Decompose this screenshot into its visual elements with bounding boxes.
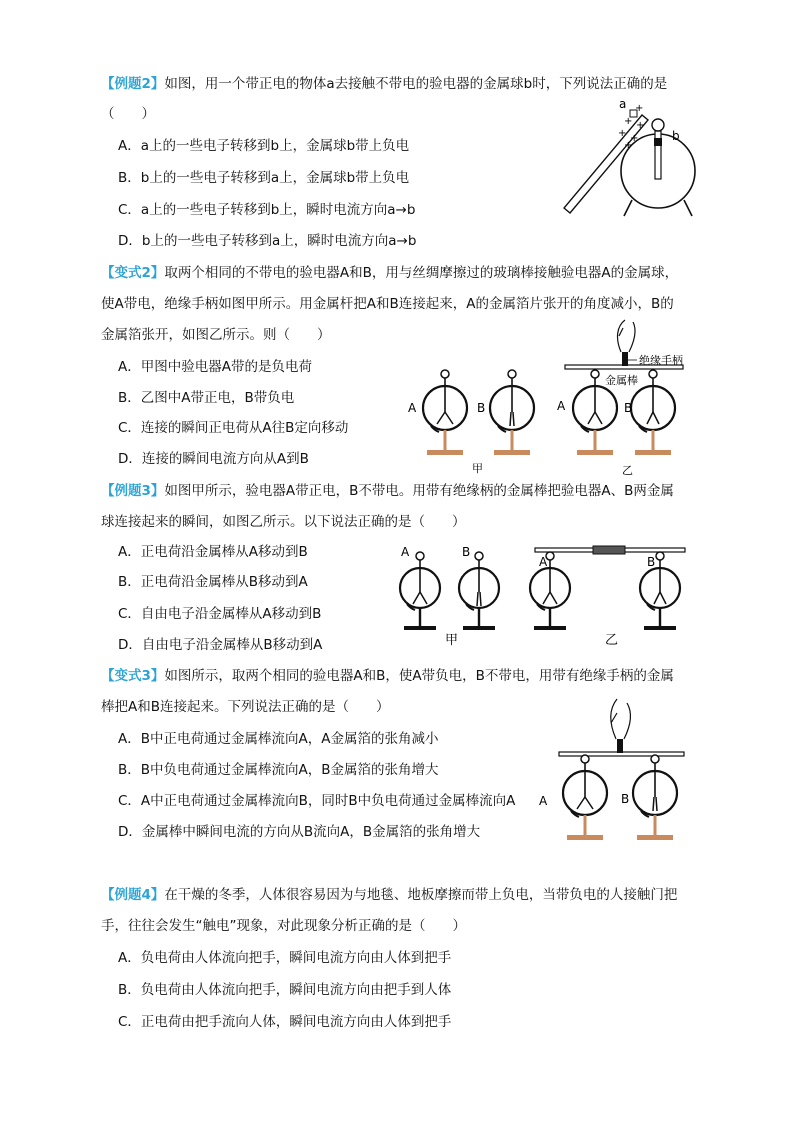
ex2-plus-5: + bbox=[630, 133, 639, 144]
ex2-insulator bbox=[654, 138, 662, 146]
ex2-plus-2: + bbox=[624, 116, 633, 127]
var3-option-c: C．A中正电荷通过金属棒流向B，同时B中负电荷通过金属棒流向A bbox=[118, 793, 516, 809]
var2-yi-handle bbox=[622, 352, 628, 366]
ex3-label-yi-b: B bbox=[647, 555, 656, 569]
ex4-option-a: A．负电荷由人体流向把手，瞬间电流方向由人体到把手 bbox=[118, 950, 452, 966]
ex2-metal-ball-b bbox=[652, 119, 664, 131]
ex3-stem-line1 bbox=[101, 481, 674, 501]
ex4-stem-line2: 手，往往会发生“触电”现象，对此现象分析正确的是（ ） bbox=[101, 918, 466, 934]
ex2-stem-text1: 如图，用一个带正电的物体a去接触不带电的验电器的金属球b时，下列说法正确的是 bbox=[164, 76, 668, 92]
var2-label-jia-b: B bbox=[477, 401, 486, 415]
var2-label-yi-b: B bbox=[624, 401, 633, 415]
var3-tag: 【变式3】 bbox=[101, 668, 165, 684]
ex4-stem-text1: 在干燥的冬季，人体很容易因为与地毯、地板摩擦而带上负电，当带负电的人接触门把 bbox=[164, 887, 678, 903]
ex3-option-b: B．正电荷沿金属棒从B移动到A bbox=[118, 574, 308, 590]
ex3-jia-scope-a bbox=[400, 552, 440, 630]
ex3-yi-insulated-handle bbox=[593, 546, 625, 554]
ex3-option-c: C．自由电子沿金属棒从A移动到B bbox=[118, 606, 322, 622]
var3-stem-line2: 棒把A和B连接起来。下列说法正确的是（ ） bbox=[101, 699, 390, 715]
ex3-label-jia-b: B bbox=[462, 545, 471, 559]
var3-label-b: B bbox=[621, 792, 630, 806]
ex3-jia-scope-b bbox=[459, 552, 499, 630]
ex2-electroscope-figure bbox=[560, 96, 700, 226]
ex3-label-yi: 乙 bbox=[605, 633, 619, 648]
var2-label-rod: 金属棒 bbox=[605, 374, 638, 387]
ex3-tag: 【例题3】 bbox=[101, 483, 165, 499]
var3-handle bbox=[617, 739, 623, 753]
ex4-option-c: C．正电荷由把手流向人体，瞬间电流方向由人体到把手 bbox=[118, 1014, 452, 1030]
ex2-plus-1: + bbox=[635, 103, 644, 114]
var2-label-yi: 乙 bbox=[622, 464, 633, 477]
var2-stem-line3: 金属箔张开，如图乙所示。则（ ） bbox=[101, 327, 331, 343]
ex3-stem-line2: 球连接起来的瞬间，如图乙所示。以下说法正确的是（ ） bbox=[101, 514, 466, 530]
ex4-stem-line1 bbox=[101, 885, 677, 905]
ex3-label-jia-a: A bbox=[401, 545, 410, 559]
var2-stem-text1: 取两个相同的不带电的验电器A和B，用与丝绸摩擦过的玻璃棒接触验电器A的金属球， bbox=[164, 265, 679, 281]
ex3-label-yi-a: A bbox=[539, 555, 548, 569]
var2-label-handle: 绝缘手柄 bbox=[639, 354, 683, 367]
ex3-figure bbox=[395, 538, 695, 653]
ex2-option-a: A．a上的一些电子转移到b上，金属球b带上负电 bbox=[118, 138, 410, 154]
ex2-label-a: a bbox=[619, 97, 627, 111]
ex3-option-d: D．自由电子沿金属棒从B移动到A bbox=[118, 637, 323, 653]
var2-label-jia: 甲 bbox=[472, 462, 483, 475]
var2-stem-line2: 使A带电，绝缘手柄如图甲所示。用金属杆把A和B连接起来，A的金属箔片张开的角度减小，B的 bbox=[101, 296, 674, 312]
var3-figure bbox=[539, 695, 695, 855]
var3-option-a: A．B中正电荷通过金属棒流向A，A金属箔的张角减小 bbox=[118, 731, 439, 747]
ex3-label-jia: 甲 bbox=[445, 633, 459, 648]
ex2-leg-right bbox=[684, 200, 692, 216]
ex3-yi-scope-b bbox=[640, 552, 680, 630]
ex3-stem-text1: 如图甲所示，验电器A带正电，B不带电。用带有绝缘柄的金属棒把验电器A、B两金属 bbox=[164, 483, 674, 499]
var2-figure bbox=[405, 318, 695, 478]
ex2-label-b: b bbox=[672, 129, 680, 143]
var2-jia-scope-a bbox=[423, 370, 467, 455]
var3-stem-text1: 如图所示，取两个相同的验电器A和B，使A带负电，B不带电，用带有绝缘手柄的金属 bbox=[164, 668, 674, 684]
var2-label-yi-a: A bbox=[557, 399, 566, 413]
var2-option-c: C．连接的瞬间正电荷从A往B定向移动 bbox=[118, 420, 349, 436]
ex2-option-d: D．b上的一些电子转移到a上，瞬时电流方向a→b bbox=[118, 233, 417, 249]
var2-option-a: A．甲图中验电器A带的是负电荷 bbox=[118, 359, 312, 375]
ex2-leg-left bbox=[624, 200, 632, 216]
ex3-option-a: A．正电荷沿金属棒从A移动到B bbox=[118, 544, 308, 560]
var2-label-jia-a: A bbox=[408, 401, 417, 415]
var3-stem-line1 bbox=[101, 666, 674, 686]
ex2-option-b: B．b上的一些电子转移到a上，金属球b带上负电 bbox=[118, 170, 410, 186]
var2-tag: 【变式2】 bbox=[101, 265, 165, 281]
ex3-yi-scope-a bbox=[530, 552, 570, 630]
ex2-plus-4: + bbox=[618, 128, 627, 139]
var3-option-d: D．金属棒中瞬间电流的方向从B流向A，B金属箔的张角增大 bbox=[118, 824, 481, 840]
var3-scope-b bbox=[633, 755, 677, 840]
var2-jia-scope-b bbox=[490, 370, 534, 455]
ex2-plus-3: + bbox=[636, 120, 645, 131]
var2-stem-line1 bbox=[101, 263, 678, 283]
var3-scope-a bbox=[563, 755, 607, 840]
ex2-stem-line1 bbox=[101, 74, 667, 94]
var2-option-b: B．乙图中A带正电，B带负电 bbox=[118, 390, 295, 406]
ex4-tag: 【例题4】 bbox=[101, 887, 165, 903]
ex2-option-c: C．a上的一些电子转移到b上，瞬时电流方向a→b bbox=[118, 202, 416, 218]
ex2-stem-line2: （ ） bbox=[101, 106, 155, 122]
ex2-tag: 【例题2】 bbox=[101, 76, 165, 92]
var3-label-a: A bbox=[539, 794, 548, 808]
ex4-option-b: B．负电荷由人体流向把手，瞬间电流方向由把手到人体 bbox=[118, 982, 452, 998]
ex2-plus-6: + bbox=[624, 140, 633, 151]
var3-option-b: B．B中负电荷通过金属棒流向A，B金属箔的张角增大 bbox=[118, 762, 439, 778]
var2-option-d: D．连接的瞬间电流方向从A到B bbox=[118, 451, 309, 467]
var2-yi-hand bbox=[618, 320, 636, 352]
var3-hand bbox=[611, 699, 631, 739]
